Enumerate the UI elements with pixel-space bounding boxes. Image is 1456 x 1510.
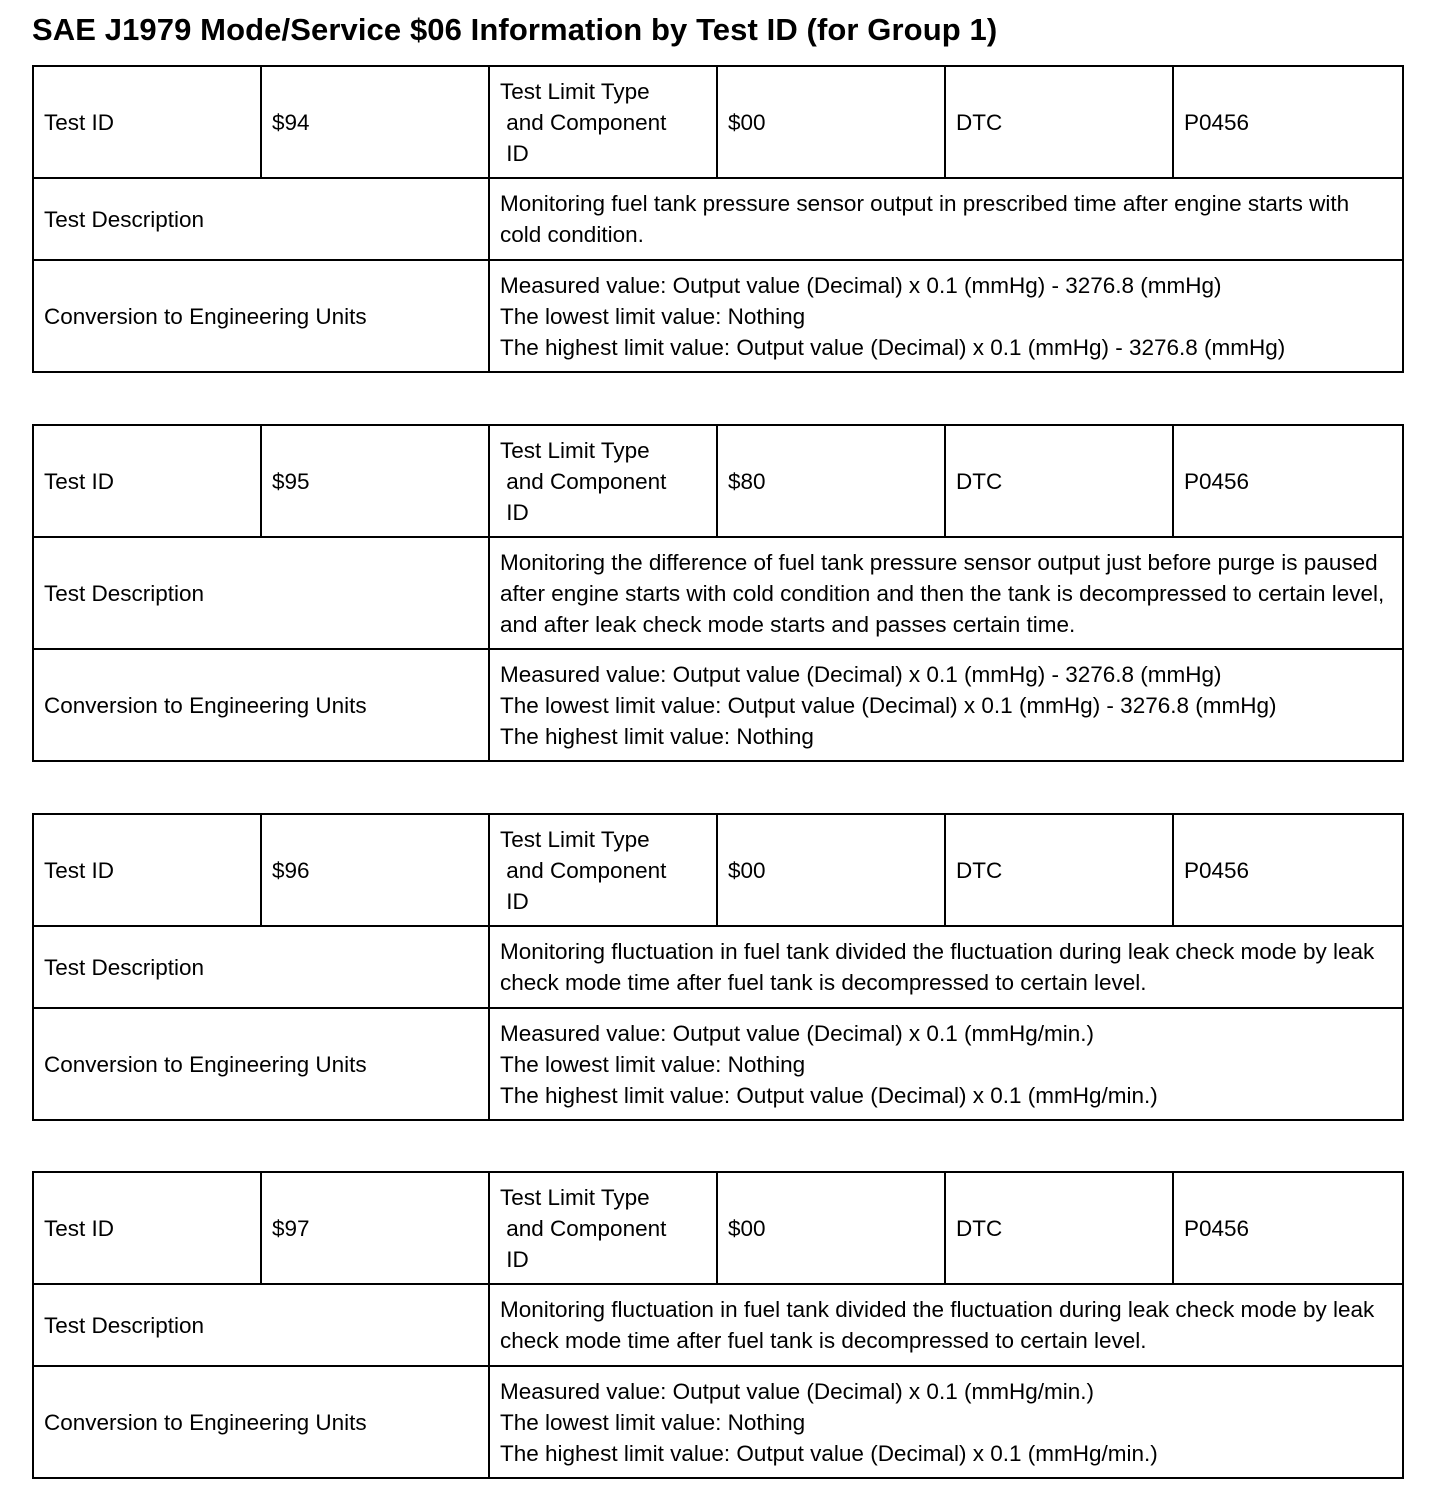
test-table — [32, 1171, 1404, 1479]
test-id-value: $94 — [261, 66, 489, 178]
dtc-value: P0456 — [1173, 66, 1403, 178]
limit-type-label-line: Test Limit Type — [500, 1184, 650, 1210]
conversion-line: The highest limit value: Output value (Decimal) x 0.1 (mmHg/min.) — [500, 1082, 1158, 1108]
conversion-line: Measured value: Output value (Decimal) x 0.1 (mmHg) - 3276.8 (mmHg) — [500, 661, 1222, 687]
conversion-line: The highest limit value: Nothing — [500, 723, 814, 749]
test-table — [32, 813, 1404, 1121]
test-id-value: $95 — [261, 425, 489, 537]
test-description-label: Test Description — [33, 926, 489, 1008]
conversion-label: Conversion to Engineering Units — [33, 1366, 489, 1478]
table-row — [33, 649, 1403, 761]
conversion-line: Measured value: Output value (Decimal) x 0.1 (mmHg/min.) — [500, 1378, 1094, 1404]
conversion-line: The lowest limit value: Nothing — [500, 303, 806, 329]
table-row — [33, 1008, 1403, 1120]
limit-type-label-line: ID — [500, 499, 529, 525]
test-description-text: Monitoring fluctuation in fuel tank divided the fluctuation during leak check mode by leak check mode time after fuel tank is decompressed to certain level. — [500, 1297, 1375, 1353]
test-id-label: Test ID — [33, 814, 261, 926]
limit-type-label-line: and Component — [500, 1215, 667, 1241]
limit-type-label-line: and Component — [500, 109, 667, 135]
test-description-value — [489, 178, 1403, 260]
limit-type-label-line: Test Limit Type — [500, 437, 650, 463]
test-description-value — [489, 926, 1403, 1008]
limit-type-label — [489, 1172, 717, 1284]
table-row — [33, 66, 1403, 178]
conversion-value — [489, 1366, 1403, 1478]
limit-type-label — [489, 814, 717, 926]
limit-type-label-line: ID — [500, 888, 529, 914]
conversion-label: Conversion to Engineering Units — [33, 260, 489, 372]
table-row — [33, 814, 1403, 926]
limit-type-label-line: ID — [500, 140, 529, 166]
test-id-label: Test ID — [33, 1172, 261, 1284]
dtc-label: DTC — [945, 66, 1173, 178]
conversion-value — [489, 649, 1403, 761]
conversion-line: The highest limit value: Output value (Decimal) x 0.1 (mmHg/min.) — [500, 1440, 1158, 1466]
dtc-label: DTC — [945, 425, 1173, 537]
limit-type-label-line: and Component — [500, 468, 667, 494]
table-row — [33, 926, 1403, 1008]
conversion-line: The lowest limit value: Nothing — [500, 1051, 806, 1077]
table-row — [33, 537, 1403, 649]
table-row — [33, 1172, 1403, 1284]
conversion-line: The lowest limit value: Output value (Decimal) x 0.1 (mmHg) - 3276.8 (mmHg) — [500, 692, 1277, 718]
table-row — [33, 260, 1403, 372]
limit-type-label — [489, 66, 717, 178]
dtc-value: P0456 — [1173, 814, 1403, 926]
limit-type-label-line: and Component — [500, 857, 667, 883]
conversion-line: The lowest limit value: Nothing — [500, 1409, 806, 1435]
conversion-line: Measured value: Output value (Decimal) x 0.1 (mmHg/min.) — [500, 1020, 1094, 1046]
limit-type-label-line: ID — [500, 1246, 529, 1272]
test-description-label: Test Description — [33, 1284, 489, 1366]
test-description-label: Test Description — [33, 537, 489, 649]
page-title: SAE J1979 Mode/Service $06 Information by Test ID (for Group 1) — [32, 12, 998, 47]
dtc-label: DTC — [945, 1172, 1173, 1284]
test-description-text: Monitoring fuel tank pressure sensor output in prescribed time after engine starts with cold condition. — [500, 191, 1350, 247]
conversion-label: Conversion to Engineering Units — [33, 1008, 489, 1120]
test-description-value — [489, 537, 1403, 649]
conversion-line: Measured value: Output value (Decimal) x 0.1 (mmHg) - 3276.8 (mmHg) — [500, 272, 1222, 298]
dtc-value: P0456 — [1173, 1172, 1403, 1284]
test-description-text: Monitoring the difference of fuel tank pressure sensor output just before purge is paused after engine starts with cold condition and then the tank is decompressed to certain level, and after leak check mode starts and passes certain time. — [500, 549, 1385, 637]
test-description-text: Monitoring fluctuation in fuel tank divided the fluctuation during leak check mode by leak check mode time after fuel tank is decompressed to certain level. — [500, 939, 1375, 995]
limit-type-value: $00 — [717, 66, 945, 178]
test-id-value: $97 — [261, 1172, 489, 1284]
table-row — [33, 1284, 1403, 1366]
limit-type-value: $80 — [717, 425, 945, 537]
limit-type-value: $00 — [717, 814, 945, 926]
table-row — [33, 1366, 1403, 1478]
conversion-value — [489, 260, 1403, 372]
test-id-label: Test ID — [33, 425, 261, 537]
test-id-value: $96 — [261, 814, 489, 926]
limit-type-label-line: Test Limit Type — [500, 78, 650, 104]
test-table — [32, 65, 1404, 373]
test-id-label: Test ID — [33, 66, 261, 178]
conversion-label: Conversion to Engineering Units — [33, 649, 489, 761]
dtc-value: P0456 — [1173, 425, 1403, 537]
conversion-value — [489, 1008, 1403, 1120]
table-row — [33, 178, 1403, 260]
limit-type-label-line: Test Limit Type — [500, 826, 650, 852]
conversion-line: The highest limit value: Output value (Decimal) x 0.1 (mmHg) - 3276.8 (mmHg) — [500, 334, 1286, 360]
test-description-label: Test Description — [33, 178, 489, 260]
dtc-label: DTC — [945, 814, 1173, 926]
table-row — [33, 425, 1403, 537]
limit-type-value: $00 — [717, 1172, 945, 1284]
limit-type-label — [489, 425, 717, 537]
test-description-value — [489, 1284, 1403, 1366]
test-table — [32, 424, 1404, 762]
